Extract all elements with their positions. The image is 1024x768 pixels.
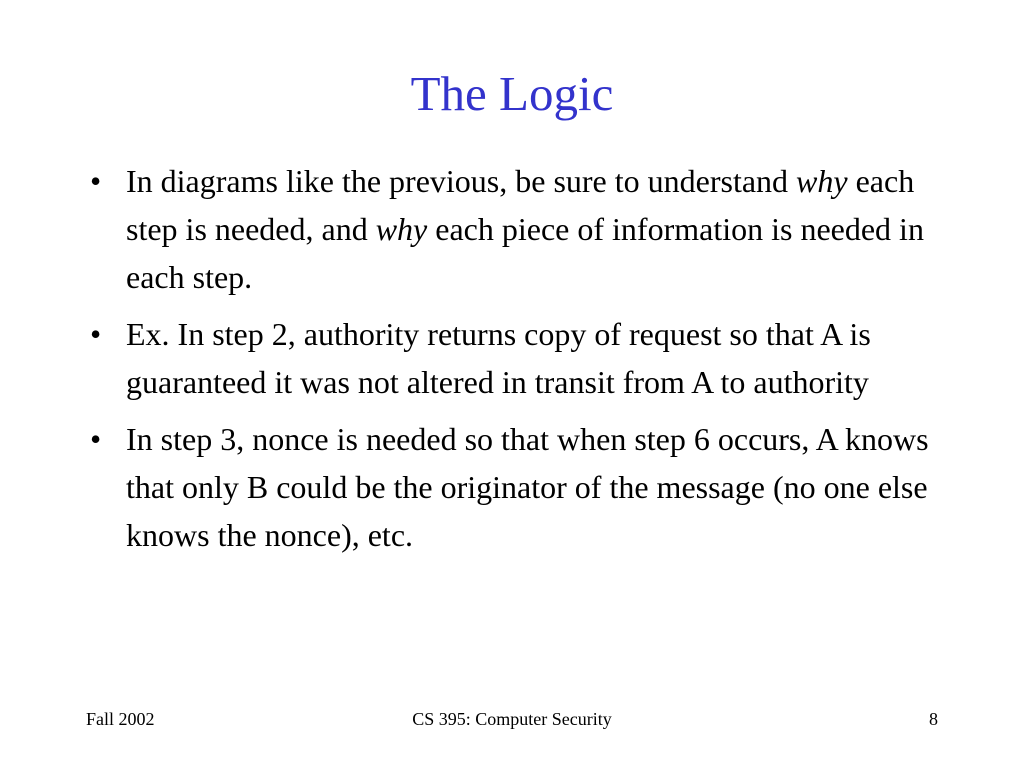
footer-course: CS 395: Computer Security	[412, 709, 612, 729]
bullet-1-part-1: In diagrams like the previous, be sure to understand	[126, 163, 797, 199]
bullet-item-1	[88, 157, 948, 301]
bullet-list	[88, 157, 948, 568]
bullet-1-part-3: each step is needed, and	[126, 163, 915, 247]
bullet-item-2	[88, 310, 948, 406]
bullet-icon: •	[90, 316, 102, 352]
bullet-1-part-5: each piece of information is needed in each step.	[126, 211, 924, 295]
bullet-item-3	[88, 415, 948, 559]
footer-slide-number: 8	[929, 709, 938, 729]
bullet-text-1	[126, 163, 924, 295]
bullet-icon: •	[90, 163, 102, 199]
bullet-text-3: In step 3, nonce is needed so that when step 6 occurs, A knows that only B could be the originator of the message (no one else knows the nonce), etc.	[126, 421, 929, 553]
bullet-text-2: Ex. In step 2, authority returns copy of request so that A is guaranteed it was not altered in transit from A to authority	[126, 316, 871, 400]
bullet-1-emphasis-why-1: why	[796, 163, 848, 199]
slide-title: The Logic	[410, 66, 614, 121]
bullet-1-emphasis-why-2: why	[375, 211, 428, 247]
bullet-icon: •	[90, 421, 102, 457]
footer-term: Fall 2002	[86, 709, 155, 729]
